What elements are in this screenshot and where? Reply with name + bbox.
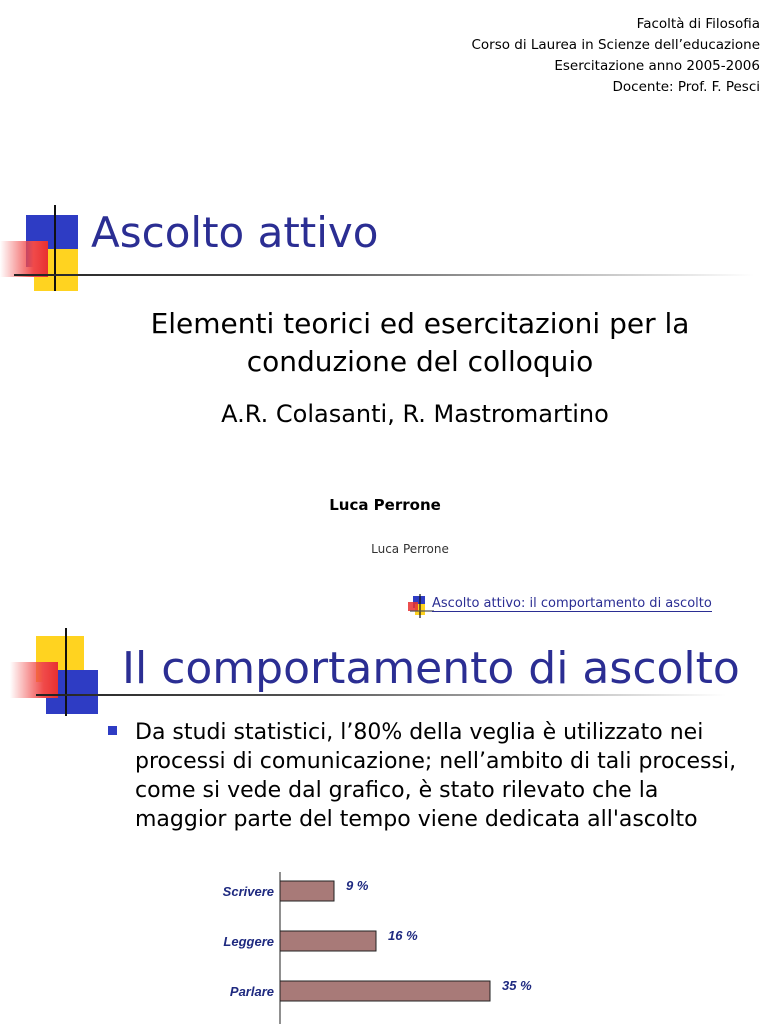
square-bullet-icon xyxy=(108,726,117,735)
listening-time-chart xyxy=(180,872,580,1024)
slide-title: Il comportamento di ascolto xyxy=(122,643,740,694)
value-label: 16 % xyxy=(388,928,418,943)
bar xyxy=(280,981,490,1001)
bullet-item xyxy=(108,718,748,834)
category-label: Scrivere xyxy=(222,884,274,899)
horizontal-rule xyxy=(14,274,754,276)
slide-subtitle xyxy=(0,305,768,381)
teacher-line: Docente: Prof. F. Pesci xyxy=(612,79,760,95)
authors: A.R. Colasanti, R. Mastromartino xyxy=(221,400,609,428)
red-square xyxy=(0,241,48,277)
bar xyxy=(280,881,334,901)
slide-deco-icon xyxy=(408,594,434,618)
value-label: 9 % xyxy=(346,878,369,893)
red-square xyxy=(10,662,58,698)
value-label: 35 % xyxy=(502,978,532,993)
course-info xyxy=(471,14,760,98)
category-label: Parlare xyxy=(229,984,274,999)
vertical-rule xyxy=(54,205,56,291)
next-slide-link-text[interactable]: Ascolto attivo: il comportamento di ascolto xyxy=(432,596,712,611)
presenter-name: Luca Perrone xyxy=(329,496,441,514)
vertical-rule xyxy=(65,628,67,716)
bar xyxy=(280,931,376,951)
category-label: Leggere xyxy=(223,934,274,949)
slide-title: Ascolto attivo xyxy=(91,208,379,257)
subtitle-line: conduzione del colloquio xyxy=(246,345,594,378)
faculty-line: Facoltà di Filosofia xyxy=(636,16,760,32)
bullet-text: Da studi statistici, l’80% della veglia è utilizzato nei processi di comunicazione; nell’ambito di tali processi, come si vede dal grafico, è stato rilevato che la maggior parte del tempo viene dedicata all'ascolto xyxy=(135,720,737,832)
subtitle-line: Elementi teorici ed esercitazioni per la xyxy=(150,307,690,340)
year-line: Esercitazione anno 2005-2006 xyxy=(554,58,760,74)
next-slide-link[interactable] xyxy=(408,592,760,620)
horizontal-rule xyxy=(36,694,726,696)
course-line: Corso di Laurea in Scienze dell’educazione xyxy=(471,37,760,53)
presenter-footer: Luca Perrone xyxy=(371,542,449,556)
